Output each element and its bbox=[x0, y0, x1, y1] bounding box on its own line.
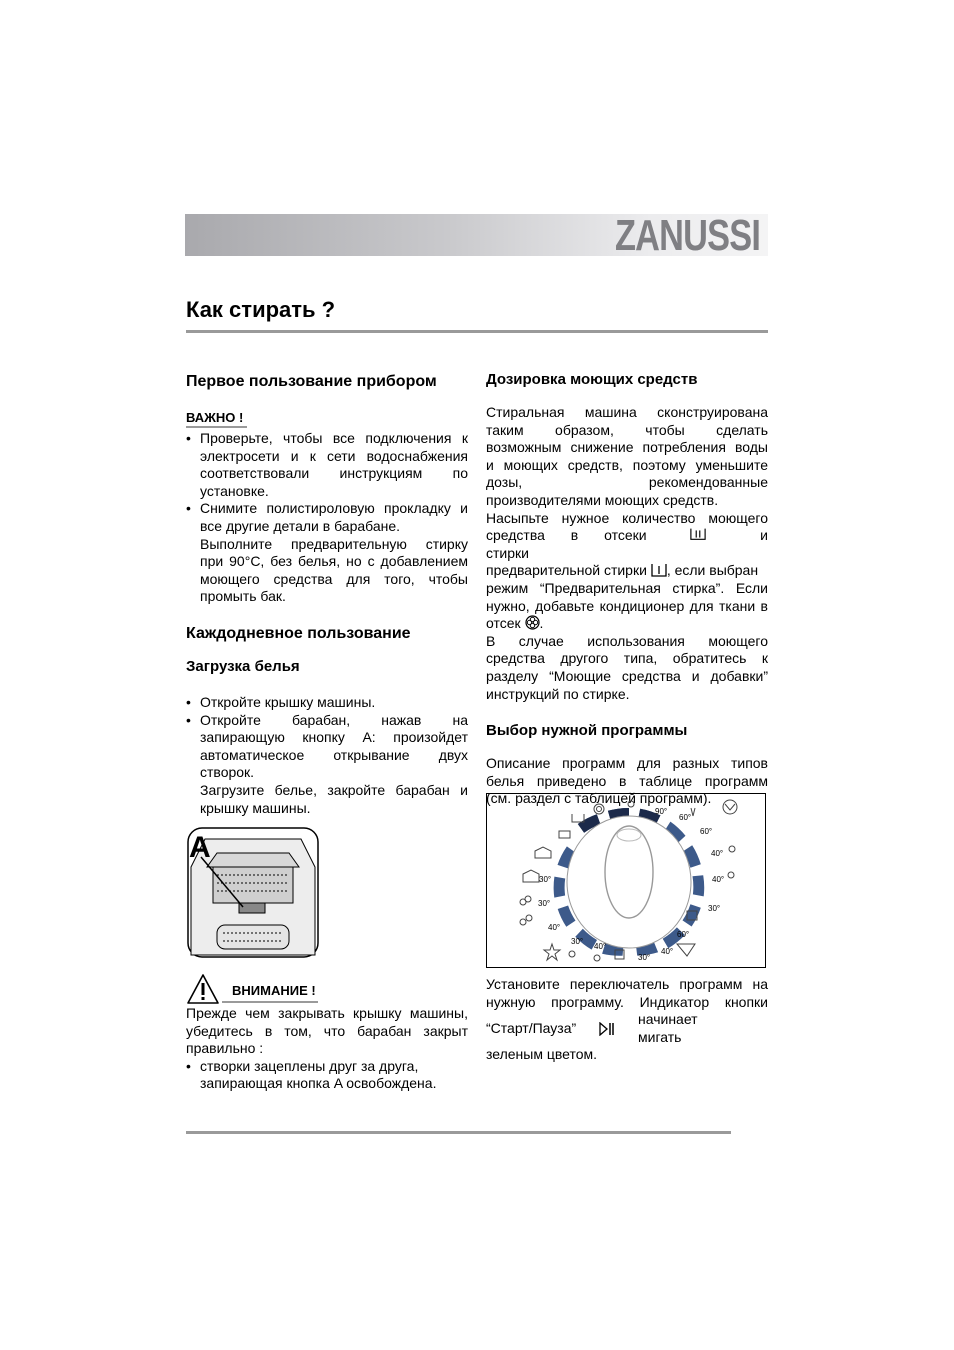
star-icon bbox=[544, 944, 560, 960]
header-bar bbox=[185, 211, 768, 260]
dial-temp-label: 40° bbox=[661, 947, 674, 956]
program-paragraph-2: Установите переключатель программ на нужную программу. Индикатор кнопки “Старт/Пауза” начинает мигать зеленым цветом. bbox=[486, 976, 768, 1063]
dosage-paragraph-3: В случае использования моющего средства другого типа, обратитесь к разделу “Моющие средства и добавки” инструкций по стирке. bbox=[486, 632, 768, 702]
dial-temp-label: 30° bbox=[539, 875, 552, 884]
page-title: Как стирать ? bbox=[186, 297, 336, 322]
warning-text: Прежде чем закрывать крышку машины, убедитесь в том, что барабан закрыт правильно : bbox=[186, 1005, 468, 1057]
dial-temp-label: 60° bbox=[700, 827, 713, 836]
dial-temp-label: 40° bbox=[594, 942, 607, 951]
first-use-heading: Первое пользование прибором bbox=[186, 373, 437, 390]
right-column bbox=[486, 370, 768, 808]
handwash-icon bbox=[535, 847, 551, 858]
dial-temp-label: 30° bbox=[638, 953, 651, 962]
program-dial bbox=[487, 794, 766, 968]
wool-icon bbox=[523, 870, 539, 882]
left-column bbox=[186, 372, 468, 817]
warning-icon bbox=[186, 973, 220, 1005]
loading-subheading: Загрузка белья bbox=[186, 657, 300, 675]
first-use-bullet-1: • Проверьте, чтобы все подключения к электросети и к сети водоснабжения соответствовали инструкциям по установке. bbox=[186, 430, 468, 499]
synthetics-icon bbox=[520, 919, 526, 925]
dial-temp-label: 60° bbox=[677, 930, 690, 939]
dial-temp-label: 90° bbox=[655, 807, 668, 816]
dial-temp-label: 30° bbox=[538, 899, 551, 908]
dial-temp-label: 40° bbox=[711, 849, 724, 858]
dosage-paragraph-2: Насыпьте нужное количество моющего средства в отсеки стирки и предварительной стирки , если выбран режим “Предварительная стирка”. Если нужно, добавьте кондиционер для ткани в отсек . bbox=[486, 509, 768, 632]
dial-temp-label: 40° bbox=[712, 875, 725, 884]
flower-icon bbox=[594, 955, 600, 961]
dosage-paragraph-1: Стиральная машина сконструирована таким образом, чтобы сделать возможным снижение потребления воды и моющих средств, поэтому уменьшите дозы, рекомендованные производителями моющих средств. bbox=[486, 404, 768, 508]
program-paragraph-1: Описание программ для разных типов белья приведено в таблице программ (см. раздел с таблицей программ). bbox=[486, 755, 768, 807]
cotton-flower-icon bbox=[728, 872, 734, 878]
main-wash-compartment-icon bbox=[690, 527, 706, 541]
daily-use-heading: Каждодневное пользование bbox=[186, 624, 411, 642]
flower-icon bbox=[569, 951, 575, 957]
start-pause-icon bbox=[599, 1022, 615, 1036]
footer-rule bbox=[186, 1131, 731, 1134]
daily-bullet-1: • Откройте крышку машины. bbox=[186, 693, 376, 710]
dial-temp-label: 60° bbox=[679, 813, 692, 822]
first-use-bullet-2: • Снимите полистироловую прокладку и все другие детали в барабане. Выполните предварительную стирку при 90°C, без белья, но с добавлением моющего средства для того, чтобы промыть бак. bbox=[186, 500, 468, 605]
warning-bullet-1: • створки зацеплены друг за друга, запирающая кнопка A освобождена. bbox=[186, 1057, 437, 1092]
daily-bullet-2: • Откройте барабан, нажав на запирающую кнопку A: произойдет автоматическое открывание двух створок. Загрузите белье, закройте барабан и крышку машины. bbox=[186, 711, 468, 816]
figure-label-a: A bbox=[189, 831, 211, 864]
important-underline bbox=[186, 426, 247, 428]
cotton-flower-icon bbox=[691, 808, 695, 816]
spin-icon bbox=[594, 804, 604, 814]
brand-logo: ZANUSSI bbox=[614, 211, 760, 260]
important-label: ВАЖНО ! bbox=[186, 410, 244, 425]
cotton-flower-icon bbox=[729, 846, 735, 852]
dosage-heading: Дозировка моющих средств bbox=[486, 371, 698, 388]
easy-iron-icon bbox=[677, 944, 695, 956]
warning-underline bbox=[222, 1001, 318, 1003]
warning-label: ВНИМАНИЕ ! bbox=[232, 983, 316, 998]
title-rule bbox=[186, 330, 768, 333]
cotton-icon bbox=[723, 800, 737, 814]
softener-compartment-icon bbox=[525, 615, 540, 630]
off-icon bbox=[628, 801, 634, 807]
drain-icon bbox=[572, 814, 584, 822]
drum-illustration bbox=[187, 827, 319, 958]
warning-block bbox=[186, 973, 468, 1093]
dial-temp-label: 30° bbox=[571, 937, 584, 946]
dial-temp-label: 40° bbox=[548, 923, 561, 932]
prewash-compartment-icon bbox=[651, 563, 667, 577]
dial-temp-label: 30° bbox=[708, 904, 721, 913]
rinse-icon bbox=[559, 831, 570, 838]
program-heading: Выбор нужной программы bbox=[486, 722, 688, 740]
program-dial-figure bbox=[486, 793, 766, 968]
